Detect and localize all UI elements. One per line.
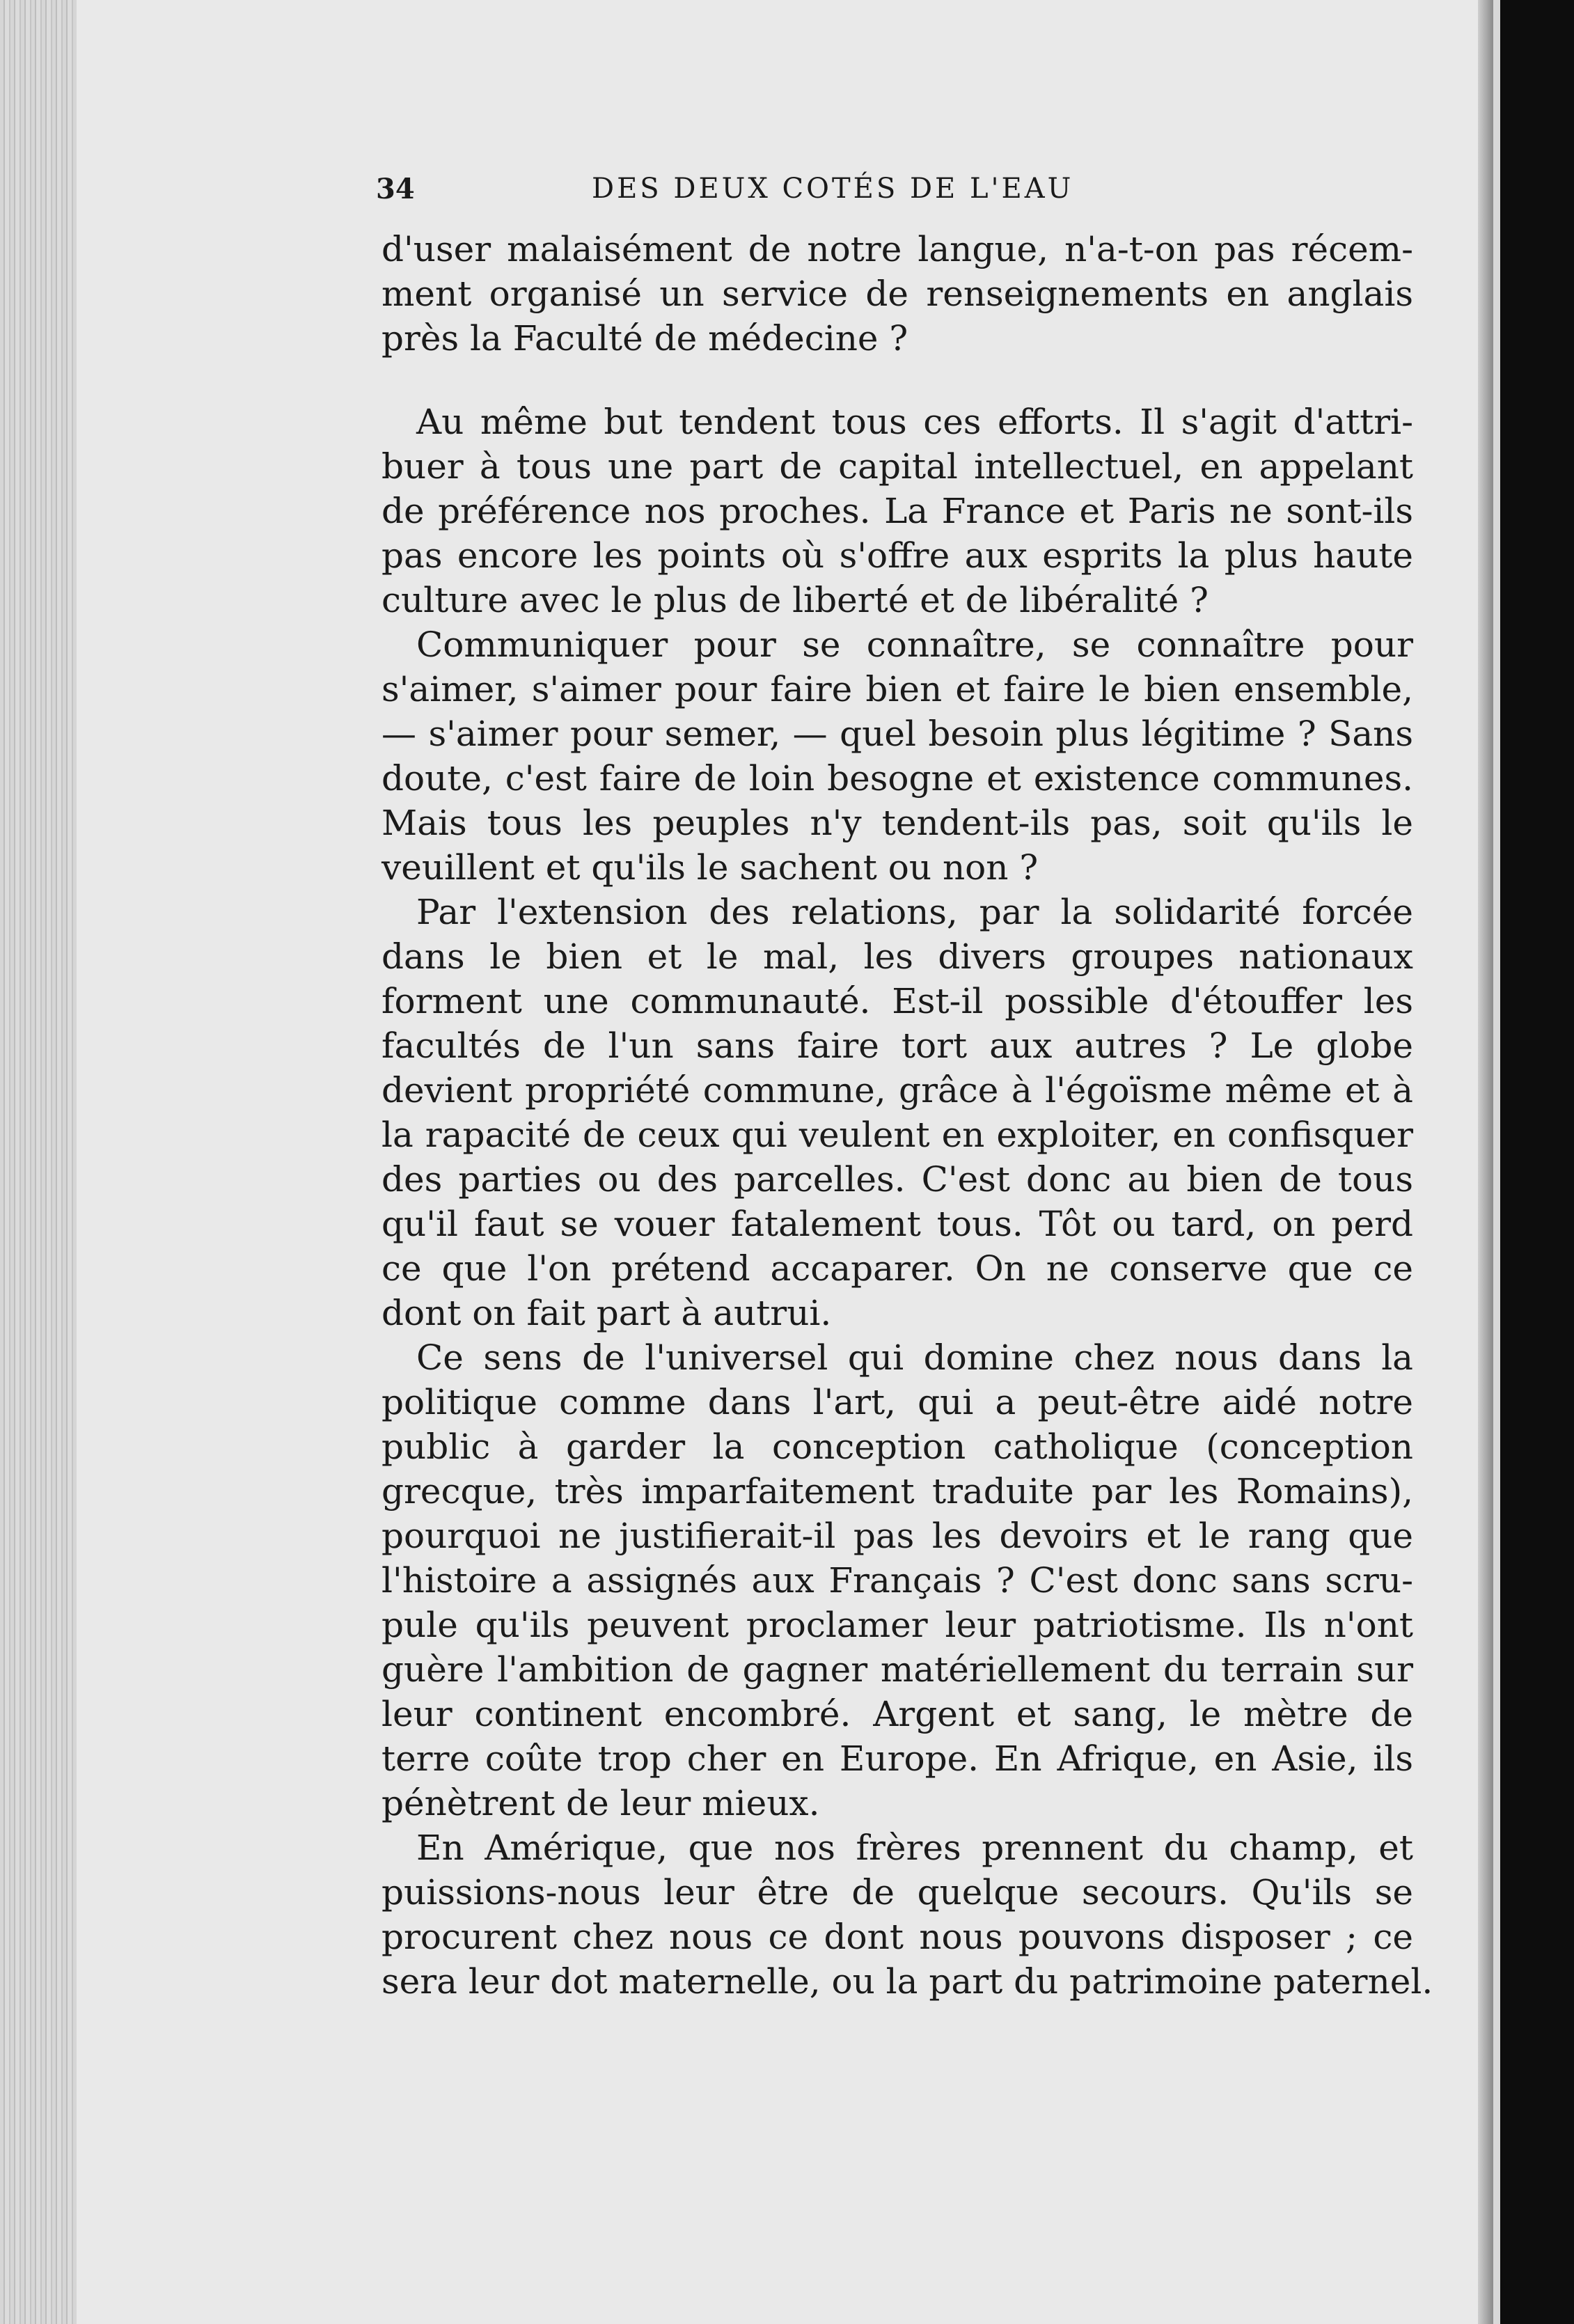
text-line: Mais tous les peuples n'y tendent-ils pas, soit qu'ils le (381, 803, 1413, 843)
text-line: buer à tous une part de capital intellectuel, en appelant (381, 446, 1413, 487)
paragraph-5 (381, 1335, 1413, 1826)
text-line: la rapacité de ceux qui veulent en exploiter, en confisquer (381, 1115, 1413, 1155)
text-line: pas encore les points où s'offre aux esprits la plus haute (381, 535, 1413, 576)
text-line: grecque, très imparfaitement traduite par les Romains), (381, 1471, 1413, 1512)
text-line: ment organisé un service de renseignements en anglais (381, 274, 1413, 314)
text-line: d'user malaisément de notre langue, n'a-t-on pas récem- (381, 229, 1413, 269)
text-line: près la Faculté de médecine ? (381, 318, 908, 359)
text-line: public à garder la conception catholique (conception (381, 1427, 1413, 1467)
text-line: guère l'ambition de gagner matériellement du terrain sur (381, 1649, 1413, 1690)
text-line: l'histoire a assignés aux Français ? C'est donc sans scru- (381, 1560, 1413, 1601)
text-line: culture avec le plus de liberté et de libéralité ? (381, 580, 1209, 620)
text-line: Au même but tendent tous ces efforts. Il s'agit d'attri- (416, 402, 1413, 442)
paragraph-4 (381, 890, 1413, 1335)
text-line: de préférence nos proches. La France et Paris ne sont-ils (381, 491, 1413, 531)
text-line: forment une communauté. Est-il possible d'étouffer les (381, 981, 1413, 1021)
paragraph-1 (381, 227, 1413, 361)
page-gutter-shadow (1478, 0, 1493, 2324)
text-line: ce que l'on prétend accaparer. On ne conserve que ce (381, 1248, 1413, 1289)
text-line: s'aimer, s'aimer pour faire bien et faire le bien ensemble, (381, 669, 1413, 709)
text-line: devient propriété commune, grâce à l'égoïsme même et à (381, 1070, 1413, 1110)
book-binding (1493, 0, 1574, 2324)
text-line: Par l'extension des relations, par la solidarité forcée (416, 892, 1413, 932)
text-line: dont on fait part à autrui. (381, 1293, 832, 1333)
text-line: sera leur dot maternelle, ou la part du patrimoine paternel. (381, 1961, 1433, 2002)
text-line: En Amérique, que nos frères prennent du champ, et (416, 1828, 1413, 1868)
text-line: Communiquer pour se connaître, se connaître pour (416, 625, 1413, 665)
text-line: procurent chez nous ce dont nous pouvons disposer ; ce (381, 1917, 1413, 1957)
text-line: politique comme dans l'art, qui a peut-être aidé notre (381, 1382, 1413, 1422)
paragraph-6 (381, 1826, 1433, 2004)
text-line: des parties ou des parcelles. C'est donc au bien de tous (381, 1159, 1413, 1200)
binding-edge (1493, 0, 1500, 2324)
text-line: — s'aimer pour semer, — quel besoin plus légitime ? Sans (381, 714, 1413, 754)
page-stack-edges (0, 0, 77, 2324)
text-line: dans le bien et le mal, les divers groupes nationaux (381, 936, 1413, 977)
text-line: veuillent et qu'ils le sachent ou non ? (381, 847, 1039, 888)
text-line: leur continent encombré. Argent et sang, le mètre de (381, 1694, 1413, 1734)
page-number: 34 (376, 173, 415, 205)
text-line: qu'il faut se vouer fatalement tous. Tôt ou tard, on perd (381, 1204, 1413, 1244)
paragraph-gap (381, 361, 1413, 400)
text-line: terre coûte trop cher en Europe. En Afrique, en Asie, ils (381, 1738, 1413, 1779)
text-line: puissions-nous leur être de quelque secours. Qu'ils se (381, 1872, 1413, 1913)
text-line: pénètrent de leur mieux. (381, 1783, 820, 1823)
text-line: pourquoi ne justifierait-il pas les devoirs et le rang que (381, 1516, 1413, 1556)
running-title: DES DEUX COTÉS DE L'EAU (592, 173, 1074, 205)
running-head (376, 173, 1413, 221)
paragraph-3 (381, 622, 1413, 890)
text-line: doute, c'est faire de loin besogne et existence communes. (381, 758, 1413, 799)
body-text (381, 227, 1433, 2004)
paragraph-2 (381, 400, 1413, 622)
text-line: facultés de l'un sans faire tort aux autres ? Le globe (381, 1026, 1413, 1066)
text-line: pule qu'ils peuvent proclamer leur patriotisme. Ils n'ont (381, 1605, 1413, 1645)
text-line: Ce sens de l'universel qui domine chez nous dans la (416, 1337, 1413, 1378)
